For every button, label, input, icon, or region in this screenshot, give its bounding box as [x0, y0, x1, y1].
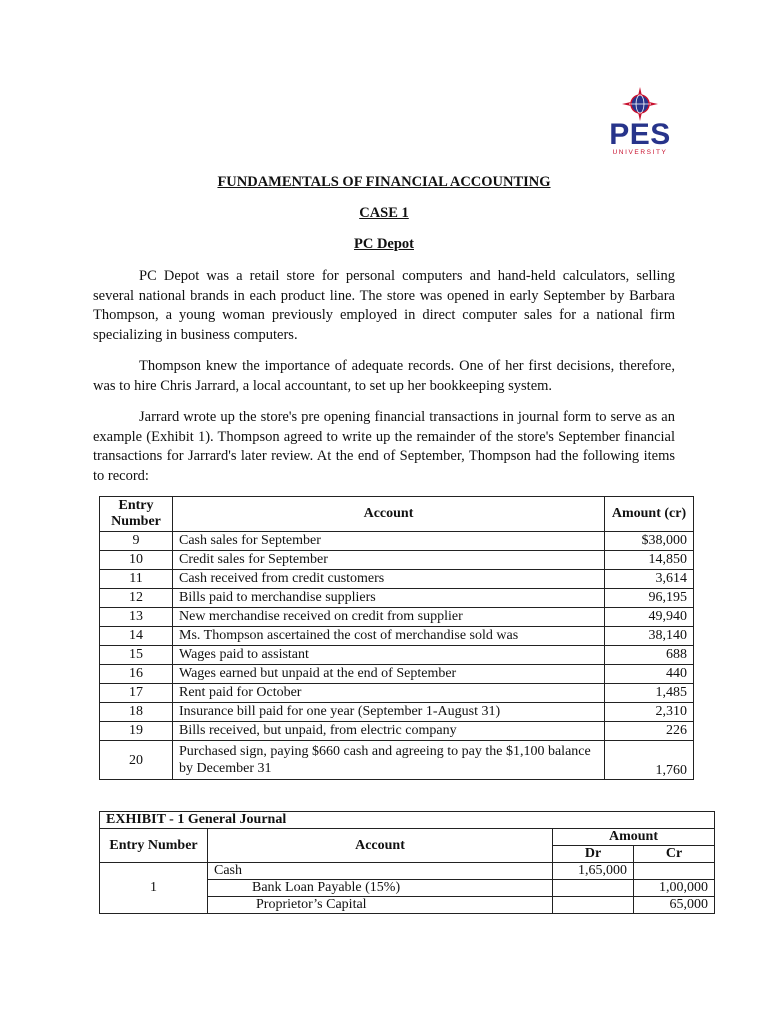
transactions-header-row: [100, 497, 694, 532]
case-label: CASE 1: [359, 205, 409, 221]
table-row: [100, 608, 694, 627]
paragraph-jarrard: Jarrard wrote up the store's pre opening financial transactions in journal form to serve as an example (Exhibit 1). Thompson agreed to write up the remainder of the store's September financial transactions for Jarrard's later review. At the end of September, Thompson had the following items to record:: [93, 409, 675, 484]
amount: 1,760: [605, 741, 694, 780]
journal-credit: [634, 863, 715, 880]
header-amount: Amount (cr): [605, 497, 694, 532]
account-description: Wages earned but unpaid at the end of September: [173, 665, 605, 684]
amount: 2,310: [605, 703, 694, 722]
entry-number: 18: [100, 703, 173, 722]
entry-number: 19: [100, 722, 173, 741]
entry-number: 9: [100, 532, 173, 551]
entry-number: 15: [100, 646, 173, 665]
entry-number: 10: [100, 551, 173, 570]
amount: 38,140: [605, 627, 694, 646]
table-row: [100, 551, 694, 570]
exhibit-header-dr: Dr: [553, 846, 634, 863]
account-description: New merchandise received on credit from supplier: [173, 608, 605, 627]
amount: 226: [605, 722, 694, 741]
amount: 3,614: [605, 570, 694, 589]
account-description: Purchased sign, paying $660 cash and agreeing to pay the $1,100 balance by December 31: [173, 741, 605, 780]
entry-number: 12: [100, 589, 173, 608]
journal-credit: 65,000: [634, 897, 715, 914]
account-description: Ms. Thompson ascertained the cost of merchandise sold was: [173, 627, 605, 646]
exhibit-header-row: [100, 829, 715, 846]
account-description: Wages paid to assistant: [173, 646, 605, 665]
exhibit-title-row: [100, 812, 715, 829]
journal-account: Bank Loan Payable (15%): [208, 880, 553, 897]
journal-line: [100, 863, 715, 880]
table-row: [100, 532, 694, 551]
amount: $38,000: [605, 532, 694, 551]
table-row: [100, 646, 694, 665]
entry-number: 20: [100, 741, 173, 780]
amount: 14,850: [605, 551, 694, 570]
journal-debit: 1,65,000: [553, 863, 634, 880]
journal-debit: [553, 880, 634, 897]
table-row: [100, 570, 694, 589]
amount: 49,940: [605, 608, 694, 627]
header-entry-number: Entry Number: [100, 497, 173, 532]
exhibit-header-amount: Amount: [553, 829, 715, 846]
table-row: [100, 589, 694, 608]
paragraph-records: Thompson knew the importance of adequate records. One of her first decisions, therefore, was to hire Chris Jarrard, a local accountant, to set up her bookkeeping system.: [93, 358, 675, 394]
case-name: PC Depot: [353, 236, 414, 252]
exhibit-title: EXHIBIT - 1 General Journal: [100, 812, 715, 829]
journal-credit: 1,00,000: [634, 880, 715, 897]
entry-number: 17: [100, 684, 173, 703]
exhibit-header-account: Account: [208, 829, 553, 863]
amount: 96,195: [605, 589, 694, 608]
table-row: [100, 665, 694, 684]
entry-number: 16: [100, 665, 173, 684]
pes-university-logo: [604, 86, 676, 160]
entry-number: 11: [100, 570, 173, 589]
table-row: [100, 741, 694, 780]
paragraph-intro: PC Depot was a retail store for personal computers and hand-held calculators, selling several national brands in each product line. The store was opened in early September by Barbara Thompson, a young woman previously employed in direct computer sales for a national firm specializing in business computers.: [93, 268, 675, 343]
account-description: Cash sales for September: [173, 532, 605, 551]
account-description: Cash received from credit customers: [173, 570, 605, 589]
account-description: Credit sales for September: [173, 551, 605, 570]
account-description: Bills received, but unpaid, from electric company: [173, 722, 605, 741]
logo-subtitle: UNIVERSITY: [612, 149, 668, 156]
amount: 440: [605, 665, 694, 684]
transactions-table: [99, 496, 694, 780]
entry-number: 14: [100, 627, 173, 646]
table-row: [100, 627, 694, 646]
amount: 1,485: [605, 684, 694, 703]
account-description: Bills paid to merchandise suppliers: [173, 589, 605, 608]
journal-account: Proprietor’s Capital: [208, 897, 553, 914]
journal-entry-number: 1: [100, 863, 208, 914]
logo-wordmark: PES: [609, 118, 671, 151]
general-journal-exhibit: [99, 811, 715, 914]
account-description: Insurance bill paid for one year (September 1-August 31): [173, 703, 605, 722]
journal-account: Cash: [208, 863, 553, 880]
table-row: [100, 703, 694, 722]
table-row: [100, 684, 694, 703]
document-title: FUNDAMENTALS OF FINANCIAL ACCOUNTING: [217, 174, 551, 190]
journal-debit: [553, 897, 634, 914]
amount: 688: [605, 646, 694, 665]
entry-number: 13: [100, 608, 173, 627]
table-row: [100, 722, 694, 741]
exhibit-header-cr: Cr: [634, 846, 715, 863]
exhibit-header-entry: Entry Number: [100, 829, 208, 863]
header-account: Account: [173, 497, 605, 532]
account-description: Rent paid for October: [173, 684, 605, 703]
